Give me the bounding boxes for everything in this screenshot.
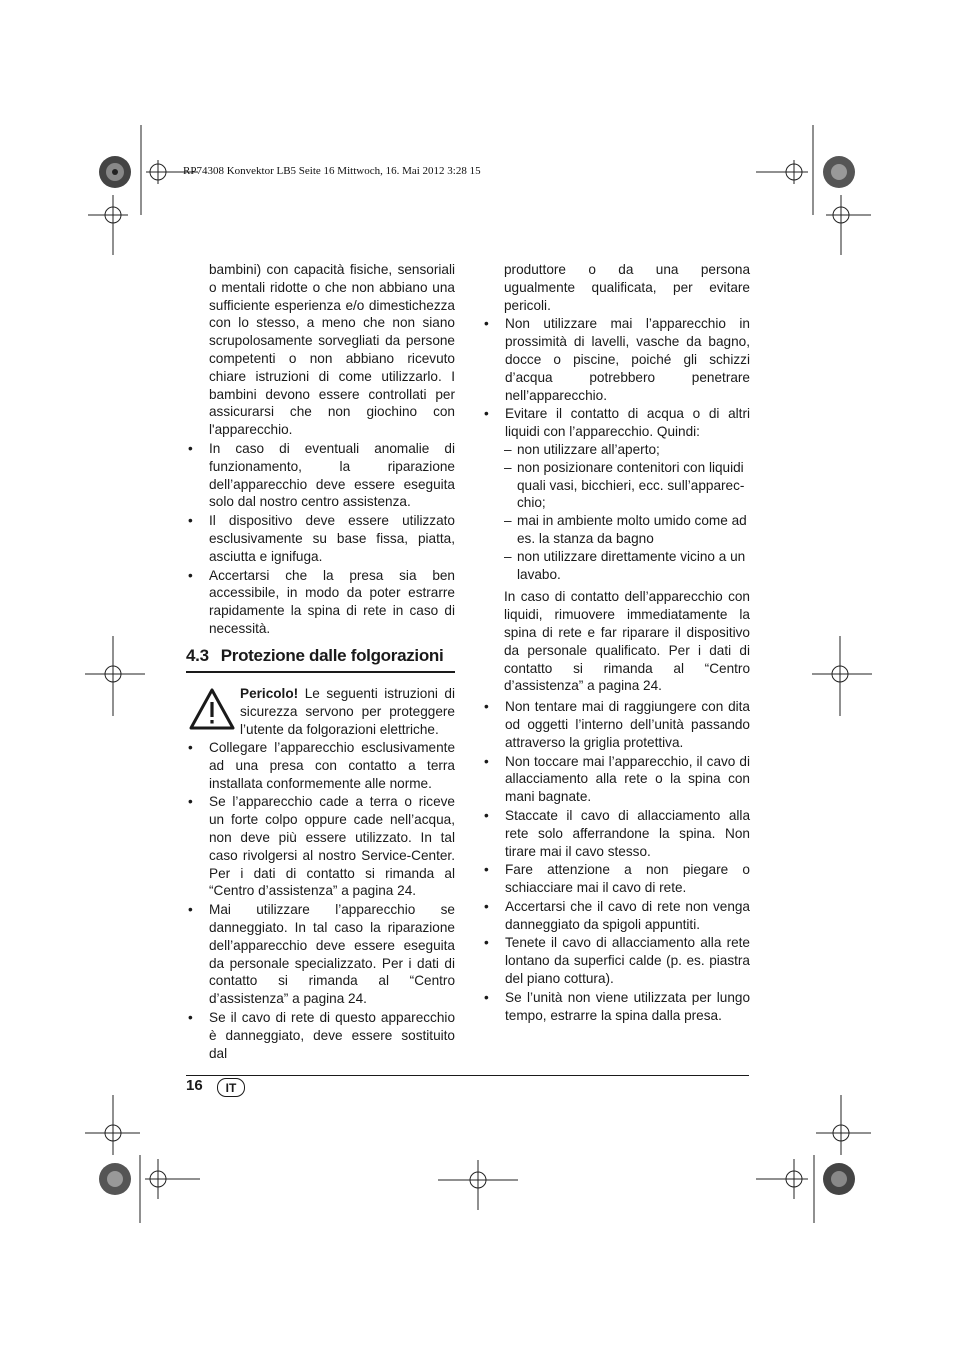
warning-box [240, 685, 455, 738]
dash-list [482, 441, 750, 583]
warning-text: Le seguenti istruzioni di sicurezza servono per proteggere l’utente da folgorazioni elettriche. [240, 686, 455, 737]
section-rule [186, 671, 455, 673]
right-paragraph: In caso di contatto dell’apparecchio con liquidi, rimuovere immediatamente la spina di rete e far riparare il dispositivo da personale qualificato. Per i dati di contatto si rimanda al “Centro d’assistenza” a pagina 24. [504, 589, 750, 694]
list-item: • In caso di eventuali anomalie di funzionamento, la riparazione dell’apparecchio deve essere eseguita solo dal nostro centro assistenza. [186, 440, 455, 511]
left-intro: bambini) con capacità fisiche, sensoriali o mentali ridotte o che non abbiano una sufficiente esperienza e/o dimestichezza con lo stesso, a meno che non siano scrupolosamente sorvegliati da persone competenti o non abbiano ricevuto chiare istruzioni di come utilizzarlo. I bambini devono essere controllati per assicurarsi che non giochino con l'apparecchio. [209, 262, 455, 438]
list-item: • Collegare l’apparecchio esclusivamente ad una presa con contatto a terra installata conformemente alle norme. [186, 739, 455, 792]
list-item: • Non toccare mai l’apparecchio, il cavo di allacciamento alla rete o la spina con mani bagnate. [482, 753, 750, 806]
language-code: IT [225, 1080, 237, 1095]
dash-item: – non posizionare contenitori con liquidi quali vasi, bicchieri, ecc. sull’apparecchio; [504, 459, 750, 512]
list-item: • Mai utilizzare l’apparecchio se danneggiato. In tal caso la riparazione dell’apparecchio deve essere eseguita da personale specializzato. Per i dati di contatto si rimanda al “Centro d’assistenza” a pagina 24. [186, 901, 455, 1008]
page-number: 16 [186, 1077, 203, 1094]
crop-mark-mid-right [812, 636, 872, 716]
section-title: Protezione dalle folgorazioni [220, 646, 444, 665]
crop-mark-bottom-center [438, 1160, 518, 1210]
crop-mark-top-right [756, 125, 871, 255]
language-badge [217, 1078, 245, 1097]
list-item: • Se l’unità non viene utilizzata per lungo tempo, estrarre la spina dalla presa. [482, 989, 750, 1025]
crop-mark-bottom-right [756, 1095, 871, 1225]
dash-item: – non utilizzare direttamente vicino a un lavabo. [504, 548, 750, 584]
list-item: • Tenete il cavo di allacciamento alla rete lontano da superfici calde (p. es. piastra del piano cottura). [482, 934, 750, 987]
list-item: • Accertarsi che la presa sia ben accessibile, in modo da poter estrarre rapidamente la spina di rete in caso di necessità. [186, 567, 455, 638]
list-item: • Evitare il contatto di acqua o di altri liquidi con l’apparecchio. Quindi: [482, 405, 750, 441]
list-item: • Il dispositivo deve essere utilizzato esclusivamente su base fissa, piatta, asciutta e ignifuga. [186, 512, 455, 565]
crop-mark-top-left [88, 125, 198, 255]
list-item: • Staccate il cavo di allacciamento alla rete solo afferrandone la spina. Non tirare mai il cavo stesso. [482, 807, 750, 860]
footer-rule [186, 1075, 749, 1076]
crop-mark-mid-left [85, 636, 145, 716]
section-heading [186, 646, 443, 666]
warning-label: Pericolo! [240, 686, 299, 701]
print-header: RP74308 Konvektor LB5 Seite 16 Mittwoch, 16. Mai 2012 3:28 15 [183, 165, 481, 177]
left-column [186, 261, 455, 638]
right-column [482, 261, 750, 1024]
dash-item: – mai in ambiente molto umido come ad es. la stanza da bagno [504, 512, 750, 548]
crop-mark-bottom-left [85, 1095, 200, 1225]
right-continuation: produttore o da una persona ugualmente qualificata, per evitare pericoli. [504, 262, 750, 313]
list-item: • Non tentare mai di raggiungere con dita od oggetti l’interno dell’unità passando attraverso la griglia protettiva. [482, 698, 750, 751]
left-column-lower [186, 739, 455, 1062]
warning-icon [188, 687, 236, 736]
list-item: • Non utilizzare mai l’apparecchio in prossimità di lavelli, vasche da bagno, docce o piscine, poiché gli schizzi d’acqua potrebbero penetrare nell’apparecchio. [482, 315, 750, 404]
dash-item: – non utilizzare all’aperto; [504, 441, 750, 459]
section-number: 4.3 [186, 646, 209, 665]
list-item: • Se l’apparecchio cade a terra o riceve un forte colpo oppure cade nell’acqua, non deve più essere utilizzato. In tal caso rivolgersi al nostro Service-Center. Per i dati di contatto si rimanda al “Centro d’assistenza” a pagina 24. [186, 793, 455, 900]
list-item: • Fare attenzione a non piegare o schiacciare mai il cavo di rete. [482, 861, 750, 897]
list-item: • Se il cavo di rete di questo apparecchio è danneggiato, deve essere sostituito dal [186, 1009, 455, 1062]
list-item: • Accertarsi che il cavo di rete non venga danneggiato da spigoli appuntiti. [482, 898, 750, 934]
